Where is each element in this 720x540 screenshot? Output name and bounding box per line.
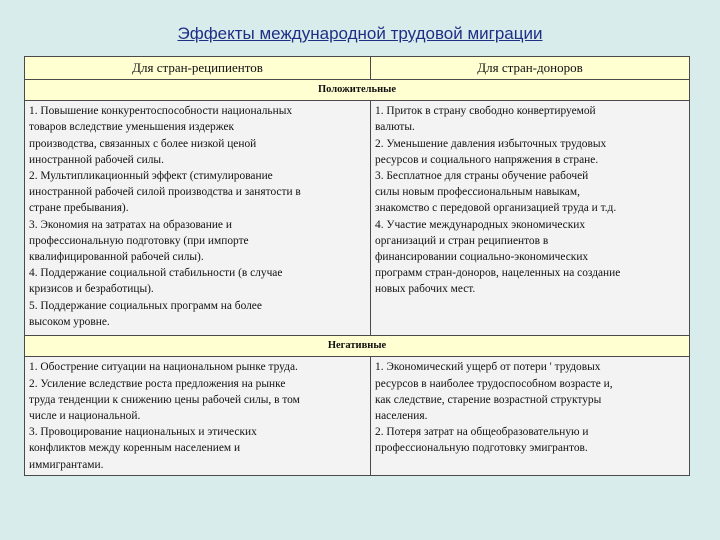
text-line: ресурсов в наиболее трудоспособном возрасте и, — [375, 377, 613, 390]
text-line: 2. Уменьшение давления избыточных трудовых — [375, 137, 607, 150]
text-line: профессиональную подготовку (при импорте — [29, 234, 249, 247]
text-line: профессиональную подготовку эмигрантов. — [375, 442, 588, 455]
text-line: 4. Участие международных экономических — [375, 218, 586, 231]
text-line: организаций и стран реципиентов в — [375, 234, 549, 247]
text-line: 3. Провоцирование национальных и этических — [29, 426, 257, 439]
section-label-positive: Положительные — [25, 80, 690, 101]
table-header-row — [25, 57, 690, 80]
text-line: финансировании социально-экономических — [375, 251, 589, 264]
text-line: 4. Поддержание социальной стабильности (в случае — [29, 267, 283, 280]
text-line: 1. Экономический ущерб от потери ' трудовых — [375, 361, 601, 374]
text-line: 1. Обострение ситуации на национальном рынке труда. — [29, 361, 298, 374]
text-line: иностранной рабочей силой производства и занятости в — [29, 186, 301, 199]
text-line: 2. Усиление вследствие роста предложения на рынке — [29, 377, 286, 390]
cell-positive-donors — [371, 101, 690, 336]
text-line: 1. Повышение конкурентоспособности национальных — [29, 105, 293, 118]
cell-positive-recipients — [25, 101, 371, 336]
text-line: производства, связанных с более низкой ценой — [29, 137, 257, 150]
text-line: иностранной рабочей силы. — [29, 153, 164, 166]
section-row-positive — [25, 80, 690, 101]
text-line: населения. — [375, 410, 428, 423]
cell-negative-recipients — [25, 357, 371, 475]
text-line: 5. Поддержание социальных программ на более — [29, 299, 262, 312]
text-line: ресурсов и социального напряжения в стране. — [375, 153, 599, 166]
text-line: 1. Приток в страну свободно конвертируемой — [375, 105, 596, 118]
text-line: товаров вследствие уменьшения издержек — [29, 121, 235, 134]
table-row-negative — [25, 357, 690, 475]
text-line: как следствие, старение возрастной структуры — [375, 393, 602, 406]
section-row-negative — [25, 336, 690, 357]
cell-negative-donors — [371, 357, 690, 475]
text-line: высоком уровне. — [29, 315, 110, 328]
text-line: конфликтов между коренным населением и — [29, 442, 241, 455]
text-line: кризисов и безработицы). — [29, 283, 154, 296]
text-line: 3. Экономия на затратах на образование и — [29, 218, 232, 231]
table-row-positive — [25, 101, 690, 336]
text-line: числе и национальной. — [29, 410, 141, 423]
header-recipients: Для стран-реципиентов — [25, 57, 371, 80]
text-line: стране пребывания). — [29, 202, 129, 215]
text-line: труда тенденции к снижению цены рабочей силы, в том — [29, 393, 300, 406]
page-title: Эффекты международной трудовой миграции — [177, 24, 543, 43]
text-line: 3. Бесплатное для страны обучение рабочей — [375, 170, 589, 183]
header-donors: Для стран-доноров — [371, 57, 690, 80]
text-line: программ стран-доноров, нацеленных на создание — [375, 267, 621, 280]
text-line: знакомство с передовой организацией труда и т.д. — [375, 202, 617, 215]
text-line: новых рабочих мест. — [375, 283, 476, 296]
section-label-negative: Негативные — [25, 336, 690, 357]
text-line: иммигрантами. — [29, 458, 104, 471]
text-line: 2. Потеря затрат на общеобразовательную и — [375, 426, 589, 439]
text-line: валюты. — [375, 121, 415, 134]
migration-effects-table — [24, 56, 690, 476]
text-line: квалифицированной рабочей силы). — [29, 251, 204, 264]
text-line: силы новым профессиональным навыкам, — [375, 186, 580, 199]
text-line: 2. Мультипликационный эффект (стимулирование — [29, 170, 273, 183]
